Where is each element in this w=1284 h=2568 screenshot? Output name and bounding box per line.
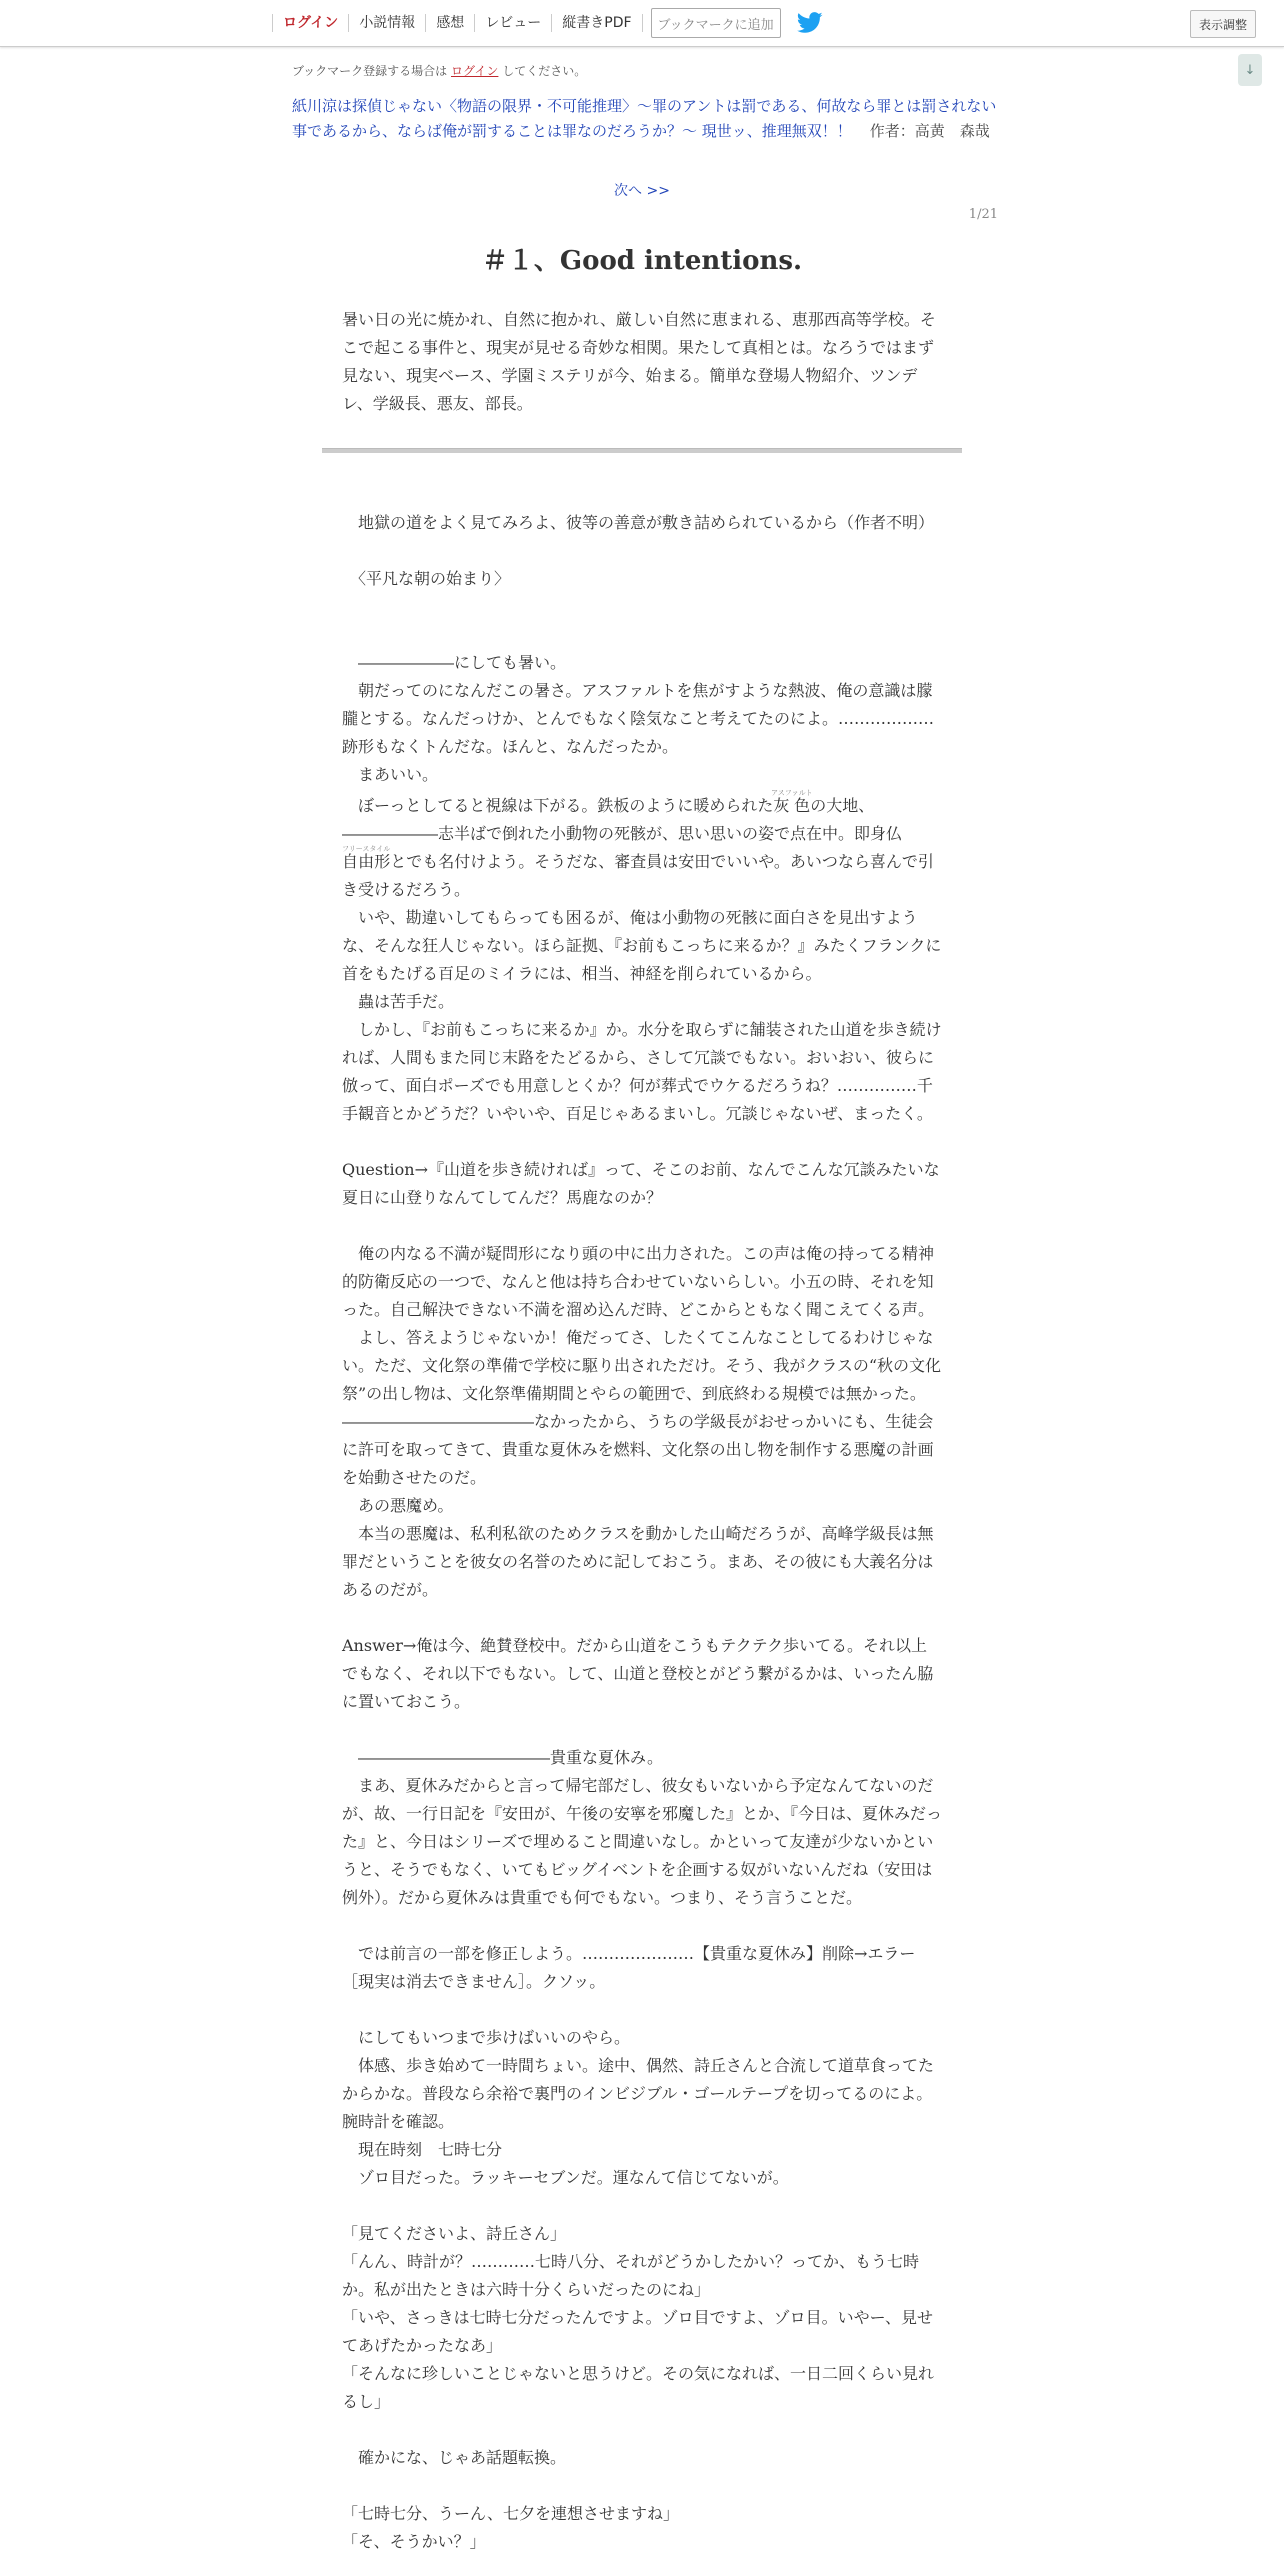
body-paragraph: Answer→俺は今、絶賛登校中。だから山道をこうもテクテク歩いてる。それ以上でもなく、それ以下でもない。して、山道と登校とがどう繋がるかは、いったん脇に置いておこう。: [342, 1636, 934, 1711]
body-paragraph: にしてもいつまで歩けばいいのやら。: [342, 2028, 631, 2047]
body-paragraph: [342, 789, 942, 820]
body-paragraph: いや、勘違いしてもらっても困るが、俺は小動物の死骸に面白さを見出すような、そんな狂人じゃない。ほら証拠、『お前もこっちに来るか？』みたくフランクに首をもたげる百足のミイラには、相当、神経を削られているから。: [342, 908, 942, 983]
body-paragraph: 地獄の道をよく見てみろよ、彼等の善意が敷き詰められているから（作者不明）: [342, 513, 935, 532]
body-paragraph: ――――――にしても暑い。: [342, 653, 567, 672]
dialogue-line: 「見てくださいよ、詩丘さん」: [342, 2224, 567, 2243]
body-paragraph: 現在時刻 七時七分: [342, 2140, 503, 2159]
blank-line: [342, 2416, 942, 2444]
bookmark-note-text-after: してください。: [502, 64, 587, 78]
dialogue-line: 「そんなに珍しいことじゃないと思うけど。その気になれば、一日二回くらい見れるし」: [342, 2364, 935, 2411]
page-number: 1/21: [968, 207, 998, 222]
text-segment: とでも名付けよう。そうだな、審査員は安田でいいや。あいつなら喜んで引き受けるだろう。: [342, 852, 934, 899]
nav-impressions-link[interactable]: 感想: [425, 14, 474, 32]
text-segment: の大地、: [810, 796, 875, 815]
nav-novel-info-link[interactable]: 小説情報: [348, 14, 425, 32]
ruby-reading: フリースタイル: [342, 845, 391, 853]
body-paragraph: まあ、夏休みだからと言って帰宅部だし、彼女もいないから予定なんてないのだが、故、一行日記を『安田が、午後の安寧を邪魔した』とか、『今日は、夏休みだった』と、今日はシリーズで埋めること間違いなし。かといって友達が少ないかというと、そうでもなく、いてもビッグイベントを企画する奴がいないんだね（安田は例外）。だから夏休みは貴重でも何でもない。つまり、そう言うことだ。: [342, 1776, 943, 1907]
body-paragraph: ゾロ目だった。ラッキーセブンだ。運なんて信じてないが。: [342, 2168, 789, 2187]
body-paragraph: 朝だってのになんだこの暑さ。アスファルトを焦がすような熱波、俺の意識は朦朧とする。なんだっけか、とんでもなく陰気なこと考えてたのによ。………………跡形もなくトんだな。ほんと、なんだったか。: [342, 681, 935, 756]
top-nav-bar: [0, 0, 1284, 47]
twitter-bird-icon[interactable]: [797, 12, 823, 34]
nav-vertical-pdf-link[interactable]: 縦書きPDF: [551, 14, 642, 32]
add-bookmark-button[interactable]: ブックマークに追加: [651, 8, 781, 38]
next-page-link[interactable]: 次へ >>: [614, 183, 670, 199]
body-paragraph: あの悪魔め。: [342, 1496, 454, 1515]
nav-menu: [272, 0, 823, 46]
blank-line: [342, 2192, 942, 2220]
blank-line: [342, 1996, 942, 2024]
ruby-base: 灰色: [770, 796, 813, 815]
ruby-reading: アスファルト: [770, 789, 813, 797]
body-paragraph: 蟲は苦手だ。: [342, 992, 455, 1011]
bookmark-login-note: [292, 62, 586, 79]
novel-title-block: [292, 94, 998, 144]
blank-line: [342, 1912, 942, 1940]
blank-line: [342, 537, 942, 565]
body-paragraph: 体感、歩き始めて一時間ちょい。途中、偶然、詩丘さんと合流して道草食ってたからかな。普段なら余裕で裏門のインビジブル・ゴールテープを切ってるのによ。腕時計を確認。: [342, 2056, 935, 2131]
body-paragraph: Question→『山道を歩き続ければ』って、そこのお前、なんでこんな冗談みたいな夏日に山登りなんてしてんだ？馬鹿なのか？: [342, 1160, 940, 1207]
body-paragraph: 〈平凡な朝の始まり〉: [342, 569, 511, 588]
body-paragraph: よし、答えようじゃないか！俺だってさ、したくてこんなことしてるわけじゃない。ただ、文化祭の準備で学校に駆り出されただけ。そう、我がクラスの“秋の文化祭”の出し物は、文化祭準備期間とやらの範囲で、到底終わる規模では無かった。――――――――――――なかったから、うちの学級長がおせっかいにも、生徒会に許可を取ってきて、貴重な夏休みを燃料、文化祭の出し物を制作する悪魔の計画を始動させたのだ。: [342, 1328, 942, 1487]
chapter-body: [342, 509, 942, 2556]
author-name: 作者：高黄 森哉: [869, 122, 990, 140]
blank-line: [342, 621, 942, 649]
nav-review-link[interactable]: レビュー: [474, 14, 551, 32]
ruby-annotation: [770, 789, 813, 815]
body-paragraph: では前言の一部を修正しよう。…………………【貴重な夏休み】削除→エラー［現実は消去できません］。クソッ。: [342, 1944, 916, 1991]
body-paragraph: しかし、『お前もこっちに来るか』か。水分を取らずに舗装された山道を歩き続ければ、人間もまた同じ末路をたどるから、さして冗談でもない。おいおい、彼らに倣って、面白ポーズでも用意しとくか？何が葬式でウケるだろうね？……………千手観音とかどうだ？いやいや、百足じゃあるまいし。冗談じゃないぜ、まったく。: [342, 1020, 942, 1123]
blank-line: [342, 593, 942, 621]
dialogue-line: 「いや、さっきは七時七分だったんですよ。ゾロ目ですよ、ゾロ目。いやー、見せてあげたかったなあ」: [342, 2308, 934, 2355]
chapter-title: ＃１、Good intentions.: [481, 246, 803, 276]
blank-line: [342, 1212, 942, 1240]
bookmark-note-login-link[interactable]: ログイン: [451, 64, 499, 78]
blank-line: [342, 2472, 942, 2500]
body-paragraph: 俺の内なる不満が疑問形になり頭の中に出力された。この声は俺の持ってる精神的防衛反応の一つで、なんと他は持ち合わせていないらしい。小五の時、それを知った。自己解決できない不満を溜め込んだ時、どこからともなく聞こえてくる声。: [342, 1244, 935, 1319]
text-segment: ぼーっとしてると視線は下がる。鉄板のように暖められた: [342, 796, 774, 815]
body-paragraph: ――――――――――――貴重な夏休み。: [342, 1748, 663, 1767]
text-segment: ――――――志半ばで倒れた小動物の死骸が、思い思いの姿で点在中。即身仏: [342, 824, 903, 843]
preface-divider: [322, 448, 962, 453]
dialogue-line: 「んん、時計が？…………七時八分、それがどうかしたかい？ってか、もう七時か。私が出たときは六時十分くらいだったのにね」: [342, 2252, 919, 2299]
bookmark-note-text-before: ブックマーク登録する場合は: [292, 64, 448, 78]
blank-line: [342, 1128, 942, 1156]
blank-line: [342, 1716, 942, 1744]
scroll-down-button[interactable]: ↓: [1238, 54, 1262, 86]
ruby-base: 自由形: [342, 852, 391, 871]
blank-line: [342, 1604, 942, 1632]
novel-title-link[interactable]: 紙川涼は探偵じゃない〈物語の限界・不可能推理〉～罪のアントは罰である、何故なら罪とは罰されない事であるから、ならば俺が罰することは罪なのだろうか？～ 現世ッ、推理無双！！: [292, 97, 997, 140]
display-adjust-button[interactable]: 表示調整: [1190, 10, 1256, 38]
dialogue-line: 「そ、そうかい？」: [342, 2532, 486, 2551]
body-paragraph: まあいい。: [342, 765, 439, 784]
body-paragraph: 確かにな、じゃあ話題転換。: [342, 2448, 567, 2467]
body-paragraph: 本当の悪魔は、私利私欲のためクラスを動かした山崎だろうが、高峰学級長は無罪だということを彼女の名誉のために記しておこう。まあ、その彼にも大義名分はあるのだが。: [342, 1524, 934, 1599]
ruby-annotation: [342, 845, 391, 871]
body-paragraph: [342, 820, 942, 904]
dialogue-line: 「七時七分、うーん、七夕を連想させますね」: [342, 2504, 679, 2523]
chapter-preface: 暑い日の光に焼かれ、自然に抱かれ、厳しい自然に恵まれる、恵那西高等学校。そこで起こる事件と、現実が見せる奇妙な相関。果たして真相とは。なろうではまず見ない、現実ベース、学園ミステリが今、始まる。簡単な登場人物紹介、ツンデレ、学級長、悪友、部長。: [342, 310, 936, 413]
nav-login-link[interactable]: ログイン: [272, 14, 348, 32]
